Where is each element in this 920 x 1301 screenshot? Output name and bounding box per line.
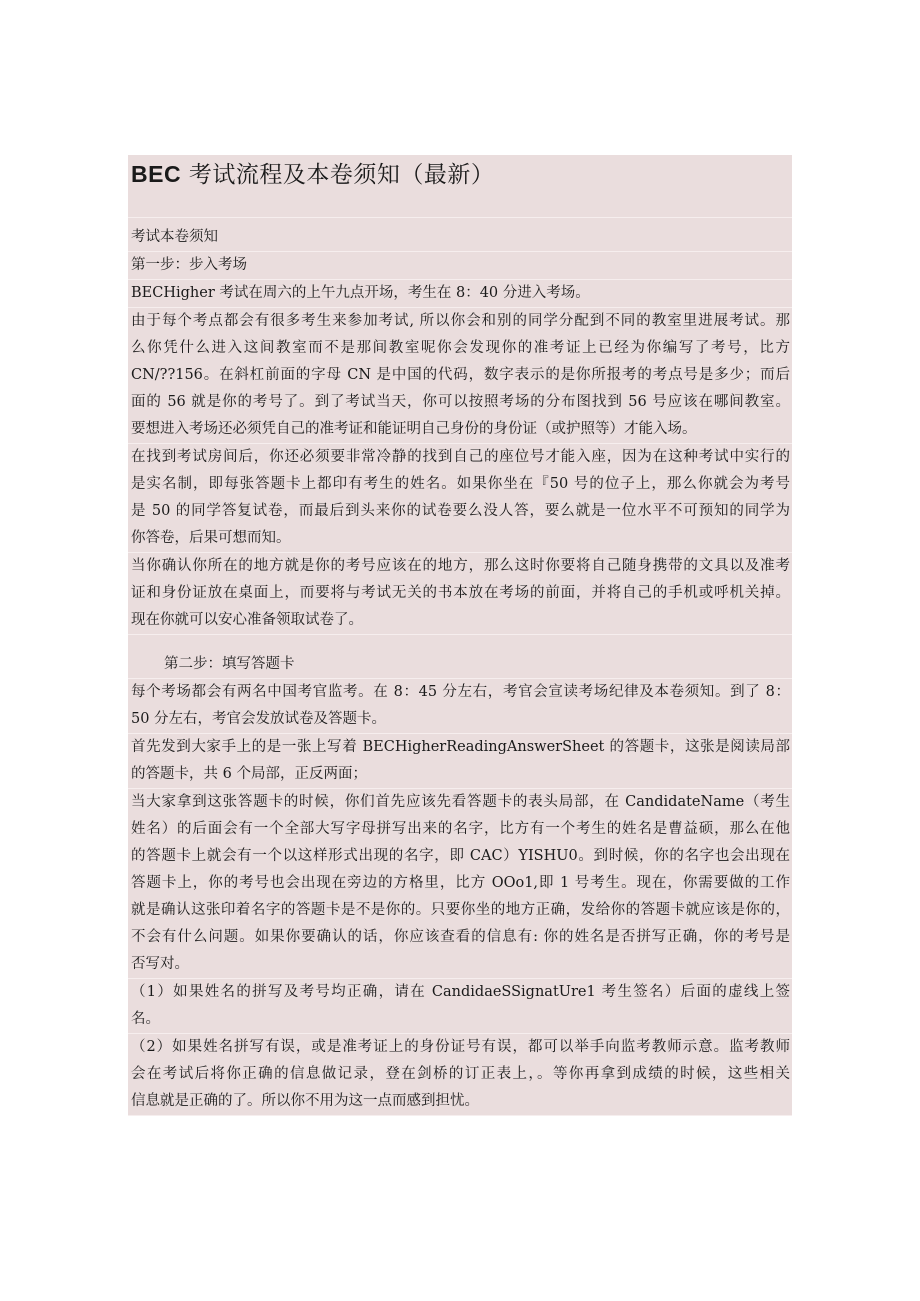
paragraph-line: （1）如果姓名的拼写及考号均正确，请在 CandidaeSSignatUre1 考生签名）后面的虚线上签 — [131, 984, 790, 1000]
title-text: 考试流程及本卷须知（最新） — [181, 162, 495, 188]
paragraph-line: 是实名制，即每张答题卡上都印有考生的姓名。如果你坐在『50 号的位子上，那么你就会为考号 — [131, 476, 790, 492]
paragraph-line: 首先发到大家手上的是一张上写着 BECHigherReadingAnswerSheet 的答题卡，这张是阅读局部 — [131, 739, 790, 755]
document-title — [131, 158, 494, 191]
paragraph-line: 就是确认这张印着名字的答题卡是不是你的。只要你坐的地方正确，发给你的答题卡就应该是你的， — [131, 902, 790, 918]
paragraph-line: 每个考场都会有两名中国考官监考。在 8：45 分左右，考官会宣读考场纪律及本卷须知。到了 8： — [131, 684, 790, 700]
paragraph-line: BECHigher 考试在周六的上午九点开场，考生在 8：40 分进入考场。 — [131, 285, 590, 301]
paragraph-line: 要想进入考场还必须凭自己的准考证和能证明自己身份的身份证（或护照等）才能入场。 — [131, 421, 697, 437]
paragraph — [128, 734, 792, 789]
section-heading: 考试本卷须知 — [128, 224, 792, 252]
paragraph-line: （2）如果姓名拼写有误，或是准考证上的身份证号有误，都可以举手向监考教师示意。监考教师 — [131, 1039, 790, 1055]
paragraph-line: 你答卷，后果可想而知。 — [131, 530, 291, 546]
paragraph — [128, 553, 792, 635]
paragraph-line: 的答题卡，共 6 个局部，正反两面； — [131, 766, 367, 782]
paragraph-line: 的答题卡上就会有一个以这样形式出现的名字，即 CAC）YISHU0。到时候，你的名字也会出现在 — [131, 848, 790, 864]
paragraph — [128, 1034, 792, 1116]
paragraph-line: 信息就是正确的了。所以你不用为这一点而感到担忧。 — [131, 1093, 479, 1109]
paragraph — [128, 789, 792, 979]
paragraph — [128, 679, 792, 734]
paragraph-line: 姓名）的后面会有一个全部大写字母拼写出来的名字，比方有一个考生的姓名是曹益硕，那么在他 — [131, 821, 790, 837]
title-prefix: BEC — [131, 161, 182, 187]
paragraph-line: 么你凭什么进入这间教室而不是那间教室呢你会发现你的准考证上已经为你编写了考号，比方 — [131, 340, 790, 356]
paragraph-line: 当你确认你所在的地方就是你的考号应该在的地方，那么这时你要将自己随身携带的文具以及准考 — [131, 558, 790, 574]
step2-heading: 第二步：填写答题卡 — [128, 651, 792, 679]
paragraph-line: 会在考试后将你正确的信息做记录，登在剑桥的订正表上，。等你再拿到成绩的时候，这些相关 — [131, 1066, 790, 1082]
step2-body — [128, 679, 792, 1116]
paragraph-line: 名。 — [131, 1011, 160, 1027]
paragraph-line: 不会有什么问题。如果你要确认的话，你应该查看的信息有: 你的姓名是否拼写正确，你的考号是 — [131, 929, 790, 945]
title-row — [128, 155, 792, 218]
paragraph-line: 50 分左右，考官会发放试卷及答题卡。 — [131, 711, 387, 727]
paragraph-line: 答题卡上，你的考号也会出现在旁边的方格里，比方 OOo1,即 1 号考生。现在，你需要做的工作 — [131, 875, 790, 891]
step1-heading: 第一步：步入考场 — [128, 252, 792, 280]
paragraph — [128, 444, 792, 553]
paragraph-line: 当大家拿到这张答题卡的时候，你们首先应该先看答题卡的表头局部，在 CandidateName（考生 — [131, 794, 790, 810]
paragraph — [128, 979, 792, 1034]
paragraph-line: 面的 56 就是你的考号了。到了考试当天，你可以按照考场的分布图找到 56 号应该在哪间教室。 — [131, 394, 790, 410]
document-page — [128, 155, 792, 1116]
paragraph-line: 证和身份证放在桌面上，而要将与考试无关的书本放在考场的前面，并将自己的手机或呼机关掉。 — [131, 585, 790, 601]
paragraph-line: CN/??156。在斜杠前面的字母 CN 是中国的代码，数字表示的是你所报考的考点号是多少；而后 — [131, 367, 790, 383]
paragraph — [128, 280, 792, 308]
paragraph-line: 由于每个考点都会有很多考生来参加考试, 所以你会和别的同学分配到不同的教室里进展考试。那 — [131, 313, 790, 329]
paragraph — [128, 308, 792, 444]
paragraph-line: 否写对。 — [131, 956, 189, 972]
step1-body — [128, 280, 792, 635]
paragraph-line: 是 50 的同学答复试卷，而最后到头来你的试卷要么没人答，要么就是一位水平不可预知的同学为 — [131, 503, 790, 519]
paragraph-line: 现在你就可以安心准备领取试卷了。 — [131, 612, 363, 628]
paragraph-line: 在找到考试房间后，你还必须要非常冷静的找到自己的座位号才能入座，因为在这种考试中实行的 — [131, 449, 790, 465]
spacer — [128, 635, 792, 651]
